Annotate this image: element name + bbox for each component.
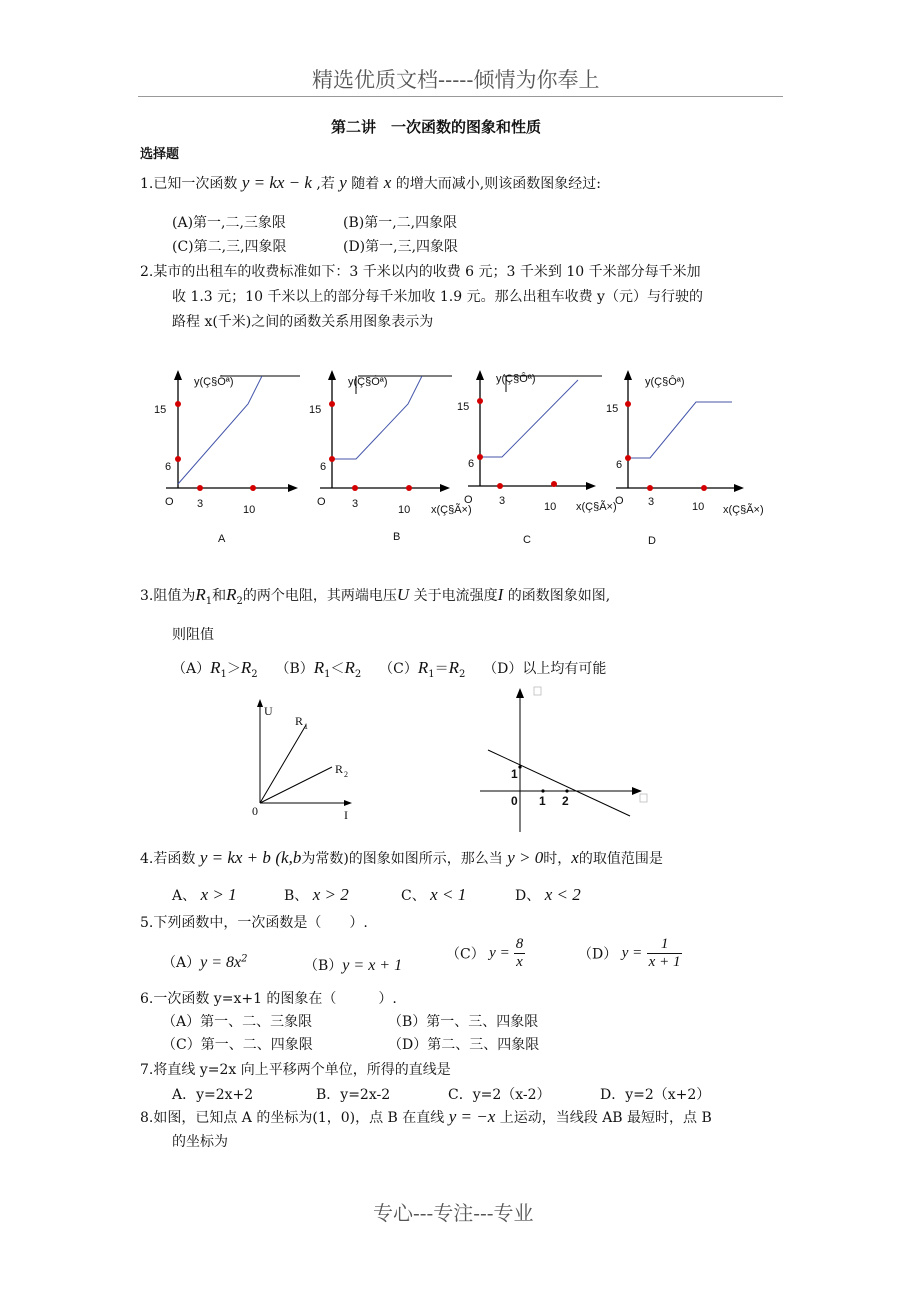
q1-option-d: (D)第一,三,四象限 [343, 239, 459, 255]
q1-post: 的增大而减小,则该函数图象经过: [395, 176, 601, 192]
taxi-fare-graphs [0, 360, 920, 555]
graph-d-x-arrow [734, 484, 744, 492]
q2-line-3: 路程 x(千米)之间的函数关系用图象表示为 [172, 314, 434, 330]
graph-c-x10: 10 [544, 501, 557, 513]
graph-a-x10: 10 [243, 504, 256, 516]
q3-a-rel: ＞ [226, 661, 241, 677]
q3-pre: 3.阻值为 [140, 588, 196, 604]
q4-post2: 的取值范围是 [578, 851, 663, 867]
q1-mid: ,若 [316, 176, 335, 192]
q3-mid: 的两个电阻，其两端电压 [242, 588, 397, 604]
q1-option-a: (A)第一,二,三象限 [172, 215, 286, 231]
q3-c-rel: ＝ [434, 661, 449, 677]
fig4-point-x1 [541, 789, 544, 792]
q3-c-r2: R [448, 658, 459, 677]
q1-equation: y = kx − k [241, 173, 312, 192]
fig4-line [488, 750, 630, 816]
q5-d-label: （D） [578, 946, 618, 963]
q2-line-1: 2.某市的出租车的收费标准如下：3 千米以内的收费 6 元；3 千米到 10 千米部分每千米加 [140, 264, 701, 280]
q3-c-r1-sub: 1 [428, 668, 435, 680]
graph-a-ylabel: y(Ç§Ôª) [194, 376, 234, 388]
graph-c-y6: 6 [468, 458, 475, 470]
graph-d-fare-line [628, 402, 732, 458]
q5-a-sup: 2 [241, 953, 248, 965]
graph-c-dot-15 [477, 398, 483, 404]
graph-b-ylabel: y(Ç§Ôª) [348, 376, 388, 388]
q5-c-lhs: y = [489, 945, 510, 961]
q4-b-value: x > 2 [312, 885, 349, 904]
ui-u-arrow [257, 699, 263, 707]
q4-x: x [571, 848, 579, 867]
ui-u-label: U [264, 704, 273, 718]
q4-a-label: A、 [172, 888, 197, 904]
q3-c-r1: R [417, 658, 429, 677]
q4-mid: 为常数)的图象如图所示，那么当 [301, 851, 503, 867]
graph-d-dot-6 [625, 455, 631, 461]
q3-u: U [396, 585, 410, 604]
q3-option-c-label: （C） [379, 661, 418, 677]
graph-c-x-arrow [586, 482, 596, 490]
graph-a-y15: 15 [154, 404, 167, 416]
graph-c-y15: 15 [457, 401, 470, 413]
graph-d-dot-3 [647, 485, 653, 491]
q3-a-r2-sub: 2 [251, 668, 258, 680]
q5-b-value: y = x + 1 [342, 957, 403, 974]
graph-c [457, 370, 617, 546]
graph-a-dot-6 [175, 456, 181, 462]
graph-a-origin: O [165, 496, 174, 508]
q5-d-fraction [647, 936, 683, 971]
q4-paren: (k,b [275, 848, 302, 867]
q5-c-label: （C） [446, 946, 485, 963]
q3-mid2: 关于电流强度 [413, 588, 498, 604]
graph-d-origin: O [615, 495, 624, 507]
graph-d-x10: 10 [692, 501, 705, 513]
q1-x: x [383, 173, 392, 192]
graph-c-dot-6 [477, 454, 483, 460]
q7-option-a: A．y=2x+2 [172, 1087, 254, 1103]
q5-b-label: （B） [304, 958, 343, 974]
section-heading: 选择题 [140, 147, 180, 162]
q3-option-d: （D）以上均有可能 [483, 661, 607, 677]
q3-b-r1: R [313, 658, 325, 677]
graph-b-letter: B [393, 531, 401, 543]
q6-option-a: （A）第一、二、三象限 [162, 1014, 313, 1030]
q1-mid2: 随着 [351, 176, 380, 192]
question-4 [140, 848, 663, 868]
q3-b-r2-sub: 2 [354, 668, 362, 680]
graph-c-dot-3 [497, 483, 503, 489]
q5-option-d [578, 936, 682, 971]
question-1 [140, 173, 601, 193]
q5-option-c [446, 936, 525, 971]
graph-a-y-arrow [174, 370, 182, 380]
q5-c-fraction [514, 936, 525, 971]
q4-c-label: C、 [401, 888, 426, 904]
resistor-ui-figure [240, 695, 370, 825]
q4-post: 时， [543, 851, 572, 867]
graph-d-xlabel: x(Ç§Ã×) [723, 504, 764, 516]
ui-r1-label: R [295, 714, 304, 728]
graph-c-x3: 3 [499, 495, 506, 507]
ui-r2-sub: 2 [344, 770, 348, 779]
fig4-label-2: 2 [562, 794, 569, 808]
q3-options [172, 658, 606, 680]
page-title: 第二讲 一次函数的图象和性质 [331, 118, 542, 136]
graph-d-y-arrow [624, 370, 632, 380]
fig4-point-x2 [565, 789, 568, 792]
q3-b-rel: ＜ [330, 661, 345, 677]
q4-a-value: x > 1 [200, 885, 237, 904]
q4-option-b [284, 885, 349, 905]
q5-d-lhs: y = [621, 945, 643, 961]
graph-a-fare-line [178, 376, 262, 484]
q5-d-den: x + 1 [648, 954, 681, 970]
graph-a-dot-10 [250, 485, 256, 491]
ui-r1-sub: 1 [304, 722, 308, 731]
fig4-y-label-glyph [534, 687, 541, 695]
q3-r1: R [195, 585, 206, 604]
q4-option-a [172, 885, 237, 905]
q3-i: I [497, 585, 504, 604]
q3-b-r1-sub: 1 [324, 668, 331, 680]
graph-b-xlabel: x(Ç§Ã×) [431, 504, 472, 516]
graph-b-x10: 10 [398, 504, 411, 516]
q8-pre: 8.如图，已知点 A 的坐标为(1，0)，点 B 在直线 [140, 1110, 445, 1126]
graph-b-dot-6 [329, 456, 335, 462]
q3-a-r1-sub: 1 [220, 668, 227, 680]
q1-option-c: (C)第二,三,四象限 [172, 239, 287, 255]
q3-and: 和 [212, 588, 227, 604]
graph-d [606, 370, 764, 547]
fig4-point-y1 [518, 765, 521, 768]
graph-c-origin: O [464, 494, 473, 506]
q6-option-d: （D）第二、三、四象限 [388, 1037, 540, 1053]
q8-post: 上运动，当线段 AB 最短时，点 B [499, 1110, 712, 1126]
graph-c-ylabel: y(Ç§Ôª) [496, 373, 536, 385]
q3-c-r2-sub: 2 [458, 668, 466, 680]
graph-a-letter: A [218, 533, 226, 545]
q3-line-2: 则阻值 [172, 627, 214, 643]
graph-b-y-arrow [328, 370, 336, 380]
graph-b-x3: 3 [352, 498, 359, 510]
q3-r1-sub: 1 [205, 595, 213, 607]
ui-i-label: I [344, 808, 348, 822]
page-footer: 专心---专注---专业 [373, 1201, 534, 1225]
ui-r2-label: R [335, 762, 344, 776]
graph-b-dot-3 [352, 485, 358, 491]
graph-d-dot-15 [625, 401, 631, 407]
q3-a-r2: R [240, 658, 252, 677]
q6-stem: 6.一次函数 y=x+1 的图象在（ ）. [140, 991, 397, 1007]
graph-b-x-arrow [440, 484, 450, 492]
q3-post: 的函数图象如图, [507, 588, 611, 604]
q3-r2: R [226, 585, 237, 604]
q5-option-a [162, 952, 248, 972]
graph-a-x-arrow [288, 484, 298, 492]
graph-b-dot-15 [329, 401, 335, 407]
q7-stem: 7.将直线 y=2x 向上平移两个单位，所得的直线是 [140, 1062, 451, 1078]
q4-pre: 4.若函数 [140, 851, 196, 867]
graph-b-dot-10 [406, 485, 412, 491]
graph-d-y6: 6 [616, 459, 623, 471]
graph-c-xlabel: x(Ç§Ã×) [576, 501, 617, 513]
graph-c-letter: C [523, 534, 531, 546]
graph-b-fare-line [332, 376, 422, 459]
graph-a-dot-3 [197, 485, 203, 491]
q7-option-c: C．y=2（x-2） [448, 1087, 551, 1103]
q7-option-b: B．y=2x-2 [316, 1087, 391, 1103]
question-8 [140, 1107, 712, 1127]
graph-a-y6: 6 [165, 461, 172, 473]
q1-y: y [339, 173, 347, 192]
graph-d-ylabel: y(Ç§Ôª) [645, 376, 685, 388]
q5-c-den: x [516, 954, 523, 970]
fig4-label-0: 0 [511, 794, 518, 808]
q4-d-label: D、 [515, 888, 541, 904]
fig4-label-1y: 1 [511, 767, 518, 781]
fig4-y-arrow [516, 688, 524, 698]
q6-option-b: （B）第一、三、四象限 [388, 1014, 539, 1030]
linear-function-figure [470, 684, 660, 839]
q5-a-value: y = 8x [200, 954, 242, 971]
page-header: 精选优质文档-----倾情为你奉上 [312, 68, 600, 92]
q4-option-c [401, 885, 466, 905]
q4-option-d [515, 885, 581, 905]
q4-condition: y > 0 [507, 848, 544, 867]
q5-a-label: （A） [162, 955, 201, 971]
graph-d-letter: D [648, 535, 656, 547]
q4-c-value: x < 1 [430, 885, 467, 904]
q3-r2-sub: 2 [236, 595, 243, 607]
graph-b-y6: 6 [320, 461, 327, 473]
q3-option-b-label: （B） [275, 661, 314, 677]
graph-b-y15: 15 [309, 404, 322, 416]
question-3 [140, 585, 610, 607]
q8-equation: y = −x [448, 1107, 496, 1126]
q5-d-num: 1 [660, 936, 669, 952]
graph-a-dot-15 [175, 401, 181, 407]
header-divider [138, 96, 783, 97]
graph-c-fare-line [480, 380, 578, 457]
q3-a-r1: R [210, 658, 221, 677]
graph-c-dot-10 [551, 481, 557, 487]
q5-option-b [304, 955, 402, 975]
q5-c-num: 8 [515, 936, 524, 952]
graph-d-dot-10 [701, 485, 707, 491]
graph-a [154, 370, 300, 545]
q4-d-value: x < 2 [544, 885, 581, 904]
q7-option-d: D．y=2（x+2） [600, 1087, 711, 1103]
q8-line-2: 的坐标为 [172, 1134, 228, 1150]
fig4-x-label-glyph [640, 794, 647, 802]
ui-i-arrow [344, 800, 352, 806]
q3-b-r2: R [344, 658, 355, 677]
graph-c-y-arrow [476, 370, 484, 380]
graph-b-origin: O [317, 496, 326, 508]
q4-b-label: B、 [284, 888, 309, 904]
q2-line-2: 收 1.3 元；10 千米以上的部分每千米加收 1.9 元。那么出租车收费 y（元）与行驶的 [172, 289, 703, 305]
q4-equation: y = kx + b [199, 848, 271, 867]
fig4-label-1x: 1 [539, 794, 546, 808]
q6-option-c: （C）第一、二、四象限 [162, 1037, 313, 1053]
graph-d-y15: 15 [606, 403, 619, 415]
graph-d-x3: 3 [648, 496, 655, 508]
q3-option-a-label: （A） [172, 661, 211, 677]
graph-a-x3: 3 [197, 498, 204, 510]
ui-origin: 0 [252, 804, 258, 818]
q1-option-b: (B)第一,二,四象限 [343, 215, 458, 231]
q1-pre: 1.已知一次函数 [140, 176, 238, 192]
graph-b [309, 370, 475, 543]
q5-stem: 5.下列函数中，一次函数是（ ）. [140, 915, 368, 931]
